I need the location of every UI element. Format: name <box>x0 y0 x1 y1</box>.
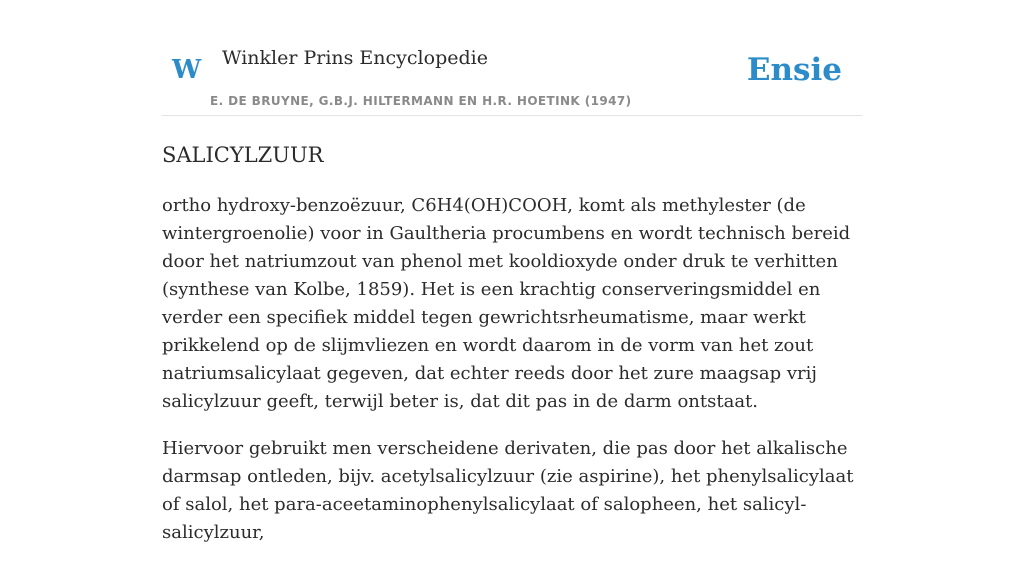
entry-body <box>162 192 862 566</box>
header <box>162 0 862 116</box>
entry-paragraph: Hiervoor gebruikt men verscheidene derivaten, die pas door het alkalische darmsap ontleden, bijv. acetylsalicylzuur (zie aspirine), het phenylsalicylaat of salol, het para-aceetaminophenylsalicylaat of salopheen, het salicyl-salicylzuur, <box>162 438 854 543</box>
entry-title: SALICYLZUUR <box>162 143 324 167</box>
ensie-logo[interactable]: Ensie <box>746 52 842 88</box>
entry-paragraph: ortho hydroxy-benzoëzuur, C6H4(OH)COOH, komt als methylester (de wintergroenolie) voor in Gaultheria procumbens en wordt technisch bereid door het natriumzout van phenol met kooldioxyde onder druk te verhitten (synthese van Kolbe, 1859). Het is een krachtig conserveringsmiddel en verder een specifiek middel tegen gewrichtsrheumatisme, maar werkt prikkelend op de slijmvliezen en wordt daarom in de vorm van het zout natriumsalicylaat gegeven, dat echter reeds door het zure maagsap vrij salicylzuur geeft, terwijl beter is, dat dit pas in de darm ontstaat. <box>162 195 851 412</box>
encyclopedia-title: Winkler Prins Encyclopedie <box>222 47 488 69</box>
page <box>162 0 862 543</box>
encyclopedia-authors: E. DE BRUYNE, G.B.J. HILTERMANN EN H.R. HOETINK (1947) <box>210 94 632 108</box>
winkler-prins-logo[interactable]: W <box>172 55 202 85</box>
